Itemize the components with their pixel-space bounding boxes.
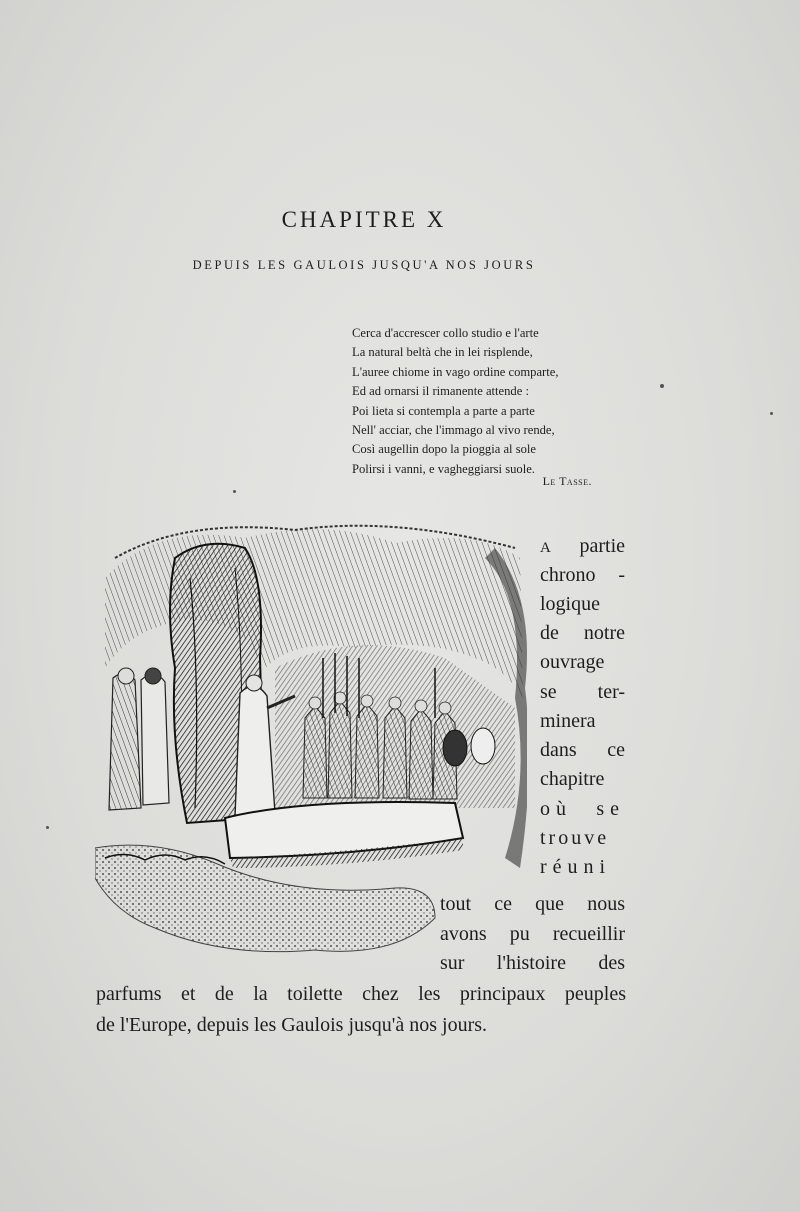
text-line: où se bbox=[540, 798, 625, 820]
text-line: réuni bbox=[540, 856, 612, 878]
text-line: parfums et de la toilette chez les principaux peuples bbox=[96, 983, 626, 1005]
text-line: minera bbox=[540, 710, 596, 732]
text-line: de notre bbox=[540, 622, 625, 644]
text-fragment: partie bbox=[579, 535, 625, 557]
poem-line: Polirsi i vanni, e vagheggiarsi suole. bbox=[352, 461, 535, 476]
text-line: sur l'histoire des bbox=[440, 952, 625, 974]
text-line: logique bbox=[540, 593, 600, 615]
text-line: avons pu recueillir bbox=[440, 923, 625, 945]
paper-speck bbox=[233, 490, 236, 493]
text-line: de l'Europe, depuis les Gaulois jusqu'à nos jours. bbox=[96, 1014, 488, 1036]
paper-speck bbox=[660, 384, 664, 388]
chapter-title: CHAPITRE X bbox=[281, 207, 447, 233]
text-line: trouve bbox=[540, 827, 610, 849]
paper-speck bbox=[46, 826, 49, 829]
text-line bbox=[540, 534, 625, 560]
epigraph-attribution: Le Tasse. bbox=[542, 474, 592, 488]
drop-cap: A bbox=[540, 540, 551, 556]
poem-line: Ed ad ornarsi il rimanente attende : bbox=[352, 384, 529, 399]
poem-line: Cerca d'accrescer collo studio e l'arte bbox=[352, 326, 539, 340]
text-line: chrono - bbox=[540, 564, 625, 586]
text-line: chapitre bbox=[540, 768, 605, 790]
text-line: tout ce que nous bbox=[440, 893, 625, 915]
poem-line: Poi lieta si contempla a parte a parte bbox=[352, 403, 535, 418]
poem-line: La natural beltà che in lei risplende, bbox=[352, 345, 533, 360]
chapter-subtitle: DEPUIS LES GAULOIS JUSQU'A NOS JOURS bbox=[192, 258, 536, 272]
paper-speck bbox=[770, 412, 773, 415]
poem-line: L'auree chiome in vago ordine comparte, bbox=[352, 364, 559, 379]
text-line: dans ce bbox=[540, 739, 625, 761]
poem-line: Nell' acciar, che l'immago al vivo rende, bbox=[352, 423, 555, 438]
poem-line: Così augellin dopo la pioggia al sole bbox=[352, 442, 536, 457]
text-line: se ter- bbox=[540, 681, 625, 703]
text-line: ouvrage bbox=[540, 651, 605, 673]
epigraph-poem bbox=[352, 324, 614, 479]
